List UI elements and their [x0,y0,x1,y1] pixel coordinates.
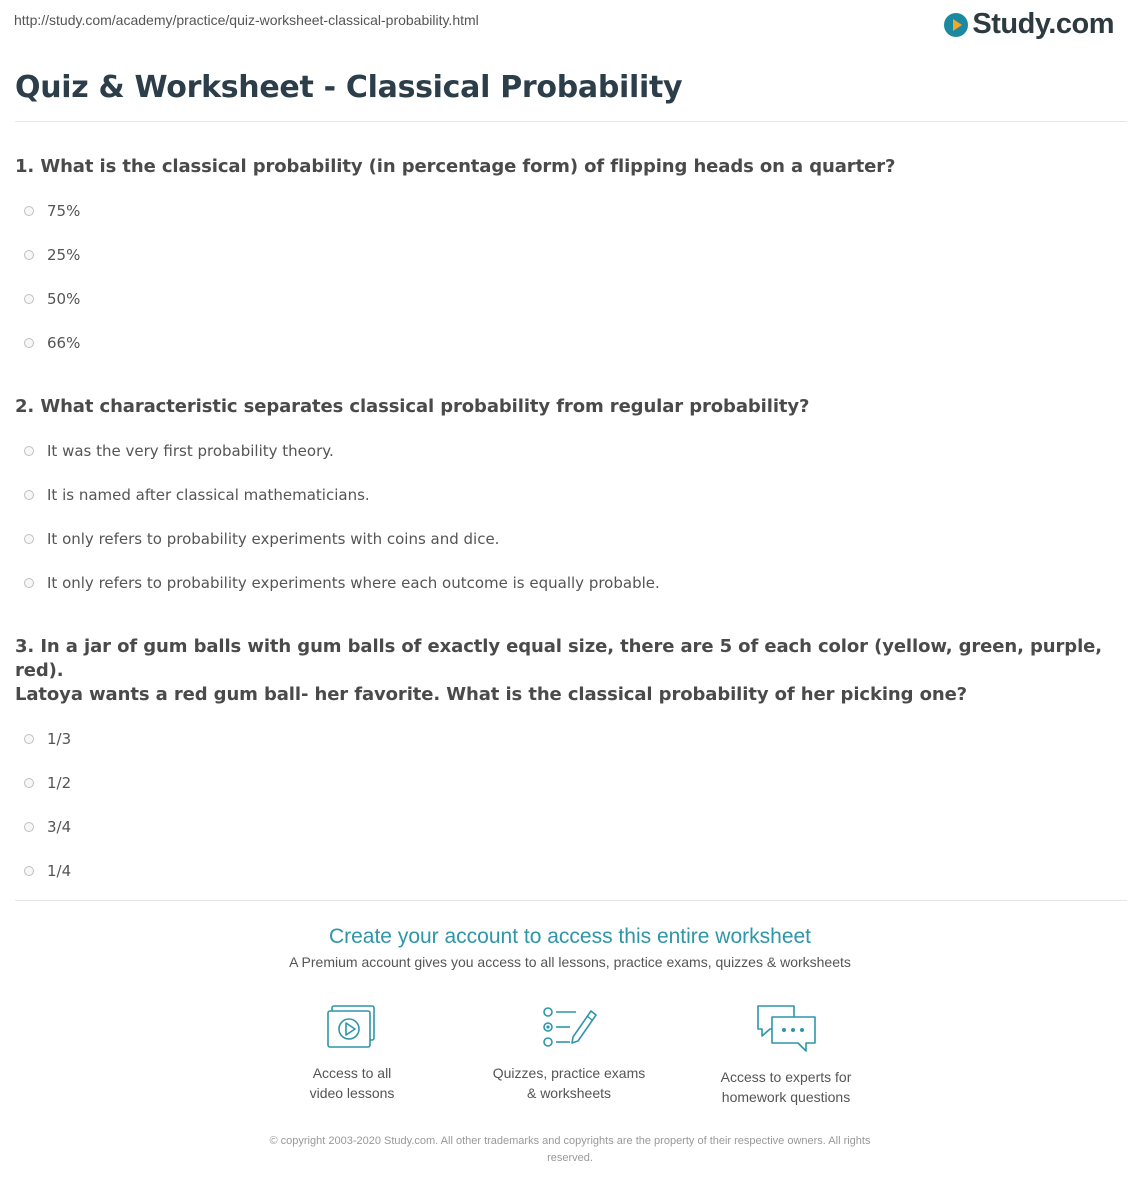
radio-button[interactable] [24,778,34,788]
feature-video-lessons [252,1003,452,1103]
question-3-option-4[interactable] [15,849,1125,893]
feature-quizzes [469,1003,669,1103]
option-label: It was the very first probability theory. [47,442,334,460]
study-logo[interactable] [944,8,1114,41]
radio-button[interactable] [24,534,34,544]
question-3-option-1[interactable] [15,717,1125,761]
question-1-text: 1. What is the classical probability (in percentage form) of flipping heads on a quarter? [15,156,896,177]
radio-button[interactable] [24,490,34,500]
question-1-option-1[interactable] [15,189,1125,233]
question-1-option-4[interactable] [15,321,1125,365]
logo-text: Study.com [972,8,1114,40]
cta-title-link[interactable]: Create your account to access this entire worksheet [328,925,812,948]
radio-button[interactable] [24,446,34,456]
question-3-text-line-2: Latoya wants a red gum ball- her favorite. What is the classical probability of her picking one? [15,684,968,705]
quiz-checklist-icon [540,1003,598,1051]
option-label: 25% [47,246,81,264]
question-3 [15,635,1125,893]
option-label: 50% [47,290,81,308]
question-2-option-3[interactable] [15,517,1125,561]
feature-quizzes-line-2: & worksheets [526,1085,612,1101]
question-2-option-2[interactable] [15,473,1125,517]
radio-button[interactable] [24,866,34,876]
question-1 [15,155,1125,365]
copyright-line-1: © copyright 2003-2020 Study.com. All other trademarks and copyrights are the property of their respective owners. All rights [269,1135,871,1147]
question-3-option-3[interactable] [15,805,1125,849]
option-label: 1/2 [47,774,72,792]
radio-button[interactable] [24,822,34,832]
title-divider [15,121,1127,122]
copyright-line-2: reserved. [547,1152,593,1164]
radio-button[interactable] [24,734,34,744]
feature-video-lessons-line-2: video lessons [309,1085,395,1101]
radio-button[interactable] [24,250,34,260]
feature-experts-line-1: Access to experts for [720,1069,852,1085]
feature-experts-line-2: homework questions [721,1089,851,1105]
radio-button[interactable] [24,338,34,348]
cta-divider [15,900,1127,901]
radio-button[interactable] [24,578,34,588]
question-1-option-2[interactable] [15,233,1125,277]
question-2-option-1[interactable] [15,429,1125,473]
chat-bubbles-icon [754,1003,818,1055]
radio-button[interactable] [24,294,34,304]
option-label: 66% [47,334,81,352]
question-2-option-4[interactable] [15,561,1125,605]
radio-button[interactable] [24,206,34,216]
top-bar [0,0,1140,60]
option-label: 1/3 [47,730,72,748]
option-label: It only refers to probability experiments where each outcome is equally probable. [47,574,660,592]
logo-play-icon [944,13,968,37]
video-lessons-icon [326,1003,378,1051]
page-title: Quiz & Worksheet - Classical Probability [15,70,683,105]
page-url[interactable]: http://study.com/academy/practice/quiz-worksheet-classical-probability.html [14,12,479,28]
option-label: 75% [47,202,81,220]
option-label: 1/4 [47,862,72,880]
feature-quizzes-line-1: Quizzes, practice exams [492,1065,646,1081]
question-1-option-3[interactable] [15,277,1125,321]
cta-subtitle: A Premium account gives you access to all lessons, practice exams, quizzes & worksheets [289,954,851,970]
question-3-text-line-1: 3. In a jar of gum balls with gum balls of exactly equal size, there are 5 of each color (yellow, green, purple, red). [15,636,1102,681]
feature-experts [686,1003,886,1107]
option-label: It only refers to probability experiments with coins and dice. [47,530,500,548]
copyright-notice [210,1133,930,1167]
question-2-text: 2. What characteristic separates classical probability from regular probability? [15,396,810,417]
question-3-option-2[interactable] [15,761,1125,805]
option-label: It is named after classical mathematicians. [47,486,370,504]
question-2 [15,395,1125,605]
feature-video-lessons-line-1: Access to all [312,1065,392,1081]
option-label: 3/4 [47,818,72,836]
